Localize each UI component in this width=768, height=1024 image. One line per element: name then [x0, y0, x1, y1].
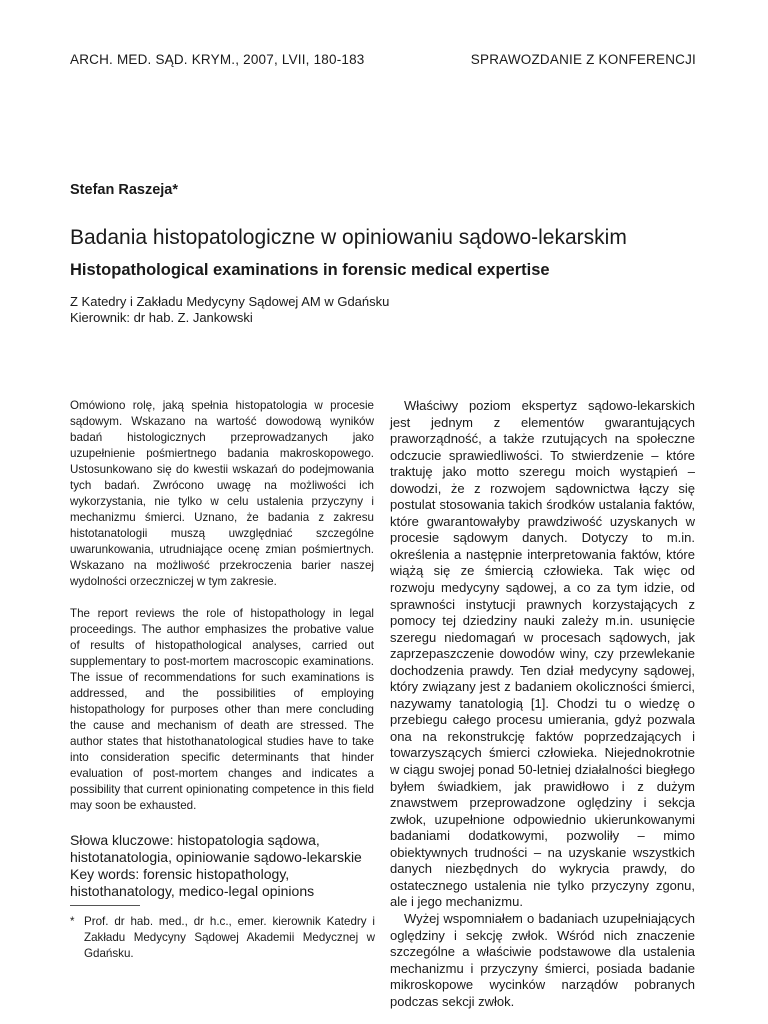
- keywords-block: [70, 832, 374, 900]
- section-label: SPRAWOZDANIE Z KONFERENCJI: [470, 52, 696, 67]
- keywords-polish: Słowa kluczowe: histopatologia sądowa, histotanatologia, opiniowanie sądowo-lekarskie: [70, 832, 362, 865]
- affiliation-head: Kierownik: dr hab. Z. Jankowski: [70, 310, 253, 325]
- footnote-text: Prof. dr hab. med., dr h.c., emer. kierownik Katedry i Zakładu Medycyny Sądowej Akademii Medycznej w Gdańsku.: [84, 915, 375, 960]
- right-column: [390, 398, 695, 1010]
- title-polish: Badania histopatologiczne w opiniowaniu sądowo-lekarskim: [70, 226, 627, 249]
- author-footnote: [70, 914, 375, 962]
- author-name: Stefan Raszeja*: [70, 182, 178, 198]
- abstract-english: The report reviews the role of histopathology in legal proceedings. The author emphasizes the probative value of results of histopathological analyses, carried out supplementary to post-mortem macroscopic examinations. The issue of recommendations for such examinations is addressed, and the possibilities of employing histopathology for purposes other than mere concluding the cause and mechanism of death are stressed. The author states that histothanatological studies have to take into consideration specific determinants that hinder evaluation of post-mortem changes and indicates a possibility that current opinionating competence in this field may soon be exhausted.: [70, 607, 374, 812]
- affiliation-department: Z Katedry i Zakładu Medycyny Sądowej AM w Gdańsku: [70, 294, 390, 309]
- footnote-marker: *: [70, 915, 75, 928]
- affiliation: [70, 294, 389, 326]
- journal-citation: ARCH. MED. SĄD. KRYM., 2007, LVII, 180-183: [70, 52, 365, 67]
- abstract-polish: Omówiono rolę, jaką spełnia histopatologia w procesie sądowym. Wskazano na wartość dowodową wyników badań histologicznych przeprowadzanych jako uzupełnienie pośmiertnego badania makroskopowego. Ustosunkowano się do kwestii wskazań do podejmowania tych badań. Zwrócono uwagę na możliwości ich wykorzystania, nie tylko w celu ustalenia przyczyny i mechanizmu śmierci. Uznano, że badania z zakresu histotanatologii muszą uwzględniać szczególne uwarunkowania, utrudniające ocenę zmian pośmiertnych. Wskazano na możliwość przekroczenia barier naszej wydolności orzeczniczej w tym zakresie.: [70, 399, 374, 588]
- footnote-divider: [70, 905, 140, 906]
- title-english: Histopathological examinations in forensic medical expertise: [70, 261, 550, 279]
- body-paragraph: Wyżej wspomniałem o badaniach uzupełniających oględziny i sekcję zwłok. Wśród nich znaczenie szczególne a właściwie podstawowe dla ustalenia mechanizmu i przyczyny śmierci, posiada badanie mikroskopowe wycinków narządów pobranych podczas sekcji zwłok.: [390, 910, 695, 1009]
- left-column: [70, 398, 374, 900]
- keywords-english: Key words: forensic histopathology, histothanatology, medico-legal opinions: [70, 866, 315, 899]
- body-paragraph: Właściwy poziom ekspertyz sądowo-lekarskich jest jednym z elementów gwarantujących praworządność, a także rzutujących na społeczne odczucie sprawiedliwości. To stwierdzenie – które traktuję jako motto szeregu moich wystąpień – dowodzi, że z rozwojem sądownictwa łączy się postulat stosowania takich środków ustalania faktów, które gwarantowałyby prawdziwość uzyskanych w procesie sądowym danych. Dotyczy to m.in. określenia a następnie interpretowania faktów, które wiążą się ze śmiercią człowieka. Tak więc od rozwoju medycyny sądowej, a co za tym idzie, od sprawności instytucji prawnych korzystających z pomocy tej dziedziny nauki zależy m.in. usunięcie szeregu niedomagań w procesach sądowych, jak zaprzepaszczenie dowodów winy, czy przewlekanie dochodzenia prawdy. Ten dział medycyny sądowej, który związany jest z badaniem okoliczności śmierci, nazywamy tanatologią [1]. Chodzi tu o wiedzę o przebiegu całego procesu umierania, gdyż pozwala ona na rekonstrukcję faktów poprzedzających i towarzyszących śmierci człowieka. Niejednokrotnie w ciągu swojej ponad 50-letniej działalności biegłego byłem świadkiem, jak prawidłowo i z dużym znawstwem przeprowadzone oględziny i sekcja zwłok, uzupełnione odpowiednio ukierunkowanymi badaniami dodatkowymi, pozwoliły – mimo obiektywnych trudności – na uzyskanie wszystkich danych niezbędnych do wykrycia prawdy, do ostatecznego ustalenia nie tylko przyczyny zgonu, ale i jego mechanizmu.: [390, 398, 695, 910]
